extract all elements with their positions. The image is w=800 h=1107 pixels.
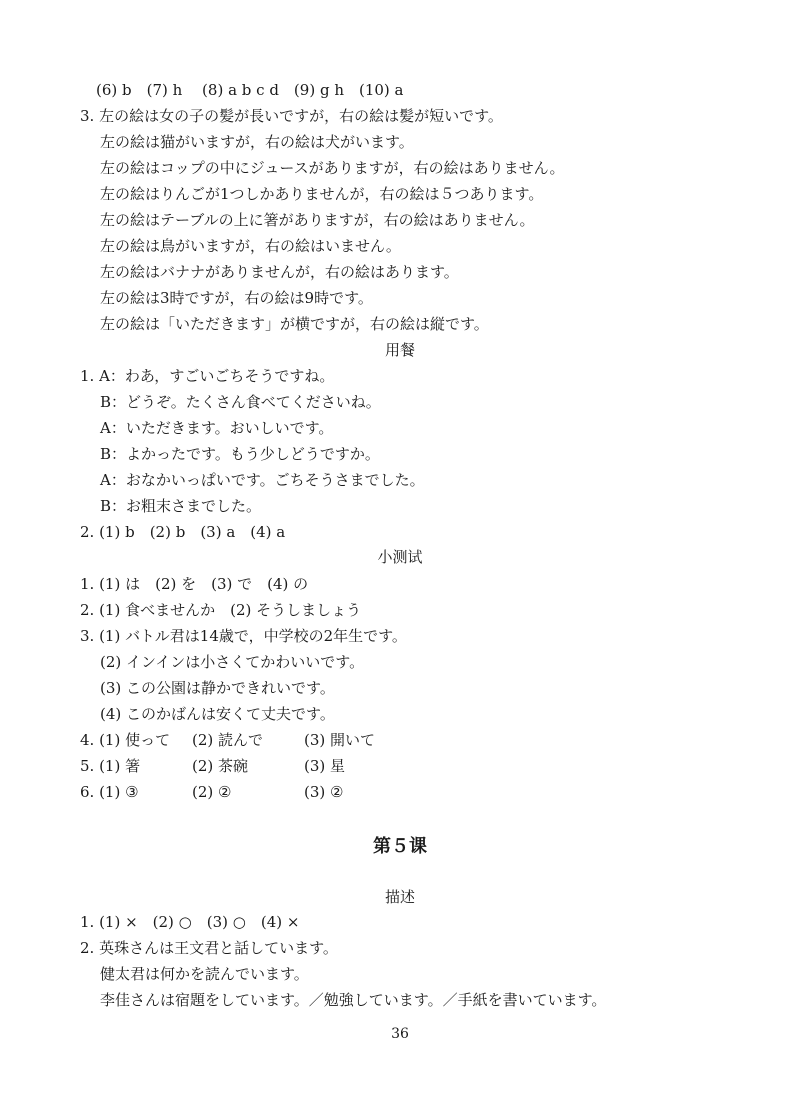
answer-line: 李佳さんは宿題をしています。／勉強しています。／手紙を書いています。 [100, 991, 607, 1009]
answer-line: 1. A：わあ，すごいごちそうですね。 [80, 367, 335, 385]
section-heading: 描述 [384, 888, 415, 906]
answer-line: 左の絵は3時ですが，右の絵は9時です。 [100, 289, 373, 307]
answer-line: 6. (1) ③ [80, 783, 139, 801]
answer-line: (2) 茶碗 [192, 757, 249, 775]
answer-line: 2. 英珠さんは王文君と話しています。 [80, 939, 338, 957]
answer-line: 健太君は何かを読んでいます。 [100, 965, 309, 983]
answer-line: B：お粗末さまでした。 [100, 497, 262, 515]
answer-line: (3) この公園は静かできれいです。 [100, 679, 335, 697]
answer-line: (6) b (7) h (8) a b c d (9) g h (10) a [96, 81, 404, 99]
answer-line: 4. (1) 使って [80, 731, 171, 749]
answer-line: B：よかったです。もう少しどうですか。 [100, 445, 380, 463]
answer-line: (2) 読んで [192, 731, 264, 749]
answer-line: 左の絵はバナナがありませんが，右の絵はあります。 [100, 263, 459, 281]
lesson-title: 第５课 [373, 836, 427, 857]
answer-line: 2. (1) b (2) b (3) a (4) a [80, 523, 286, 541]
answer-line: 左の絵は猫がいますが，右の絵は犬がいます。 [100, 133, 414, 151]
answer-line: 3. (1) バトル君は14歳で，中学校の2年生です。 [80, 627, 407, 645]
answer-line: (3) 開いて [304, 731, 376, 749]
answer-line: 5. (1) 箸 [80, 757, 141, 775]
answer-line: A：いただきます。おいしいです。 [100, 419, 334, 437]
answer-line: 1. (1) は (2) を (3) で (4) の [80, 575, 309, 593]
answer-line: 左の絵はテーブルの上に箸がありますが，右の絵はありません。 [100, 211, 535, 229]
answer-line: 左の絵はりんごが1つしかありませんが，右の絵は５つあります。 [100, 185, 544, 203]
answer-line: 左の絵は鳥がいますが，右の絵はいません。 [100, 237, 401, 255]
section-heading: 小测试 [377, 548, 423, 566]
page-number: 36 [391, 1026, 409, 1042]
section-heading: 用餐 [384, 341, 415, 359]
answer-line: 左の絵はコップの中にジュースがありますが，右の絵はありません。 [100, 159, 565, 177]
answer-line: (4) このかばんは安くて丈夫です。 [100, 705, 335, 723]
answer-line: (3) ② [304, 783, 344, 801]
answer-line: (2) インインは小さくてかわいいです。 [100, 653, 365, 671]
answer-line: (2) ② [192, 783, 232, 801]
answer-line: 3. 左の絵は女の子の髪が長いですが，右の絵は髪が短いです。 [80, 107, 503, 125]
answer-line: B：どうぞ。たくさん食べてくださいね。 [100, 393, 381, 411]
answer-line: 左の絵は「いただきます」が横ですが，右の絵は縦です。 [100, 315, 489, 333]
answer-line: 2. (1) 食べませんか (2) そうしましょう [80, 601, 362, 619]
answer-line: A：おなかいっぱいです。ごちそうさまでした。 [100, 471, 425, 489]
answer-line: 1. (1) × (2) ○ (3) ○ (4) × [80, 913, 300, 931]
answer-line: (3) 星 [304, 757, 346, 775]
